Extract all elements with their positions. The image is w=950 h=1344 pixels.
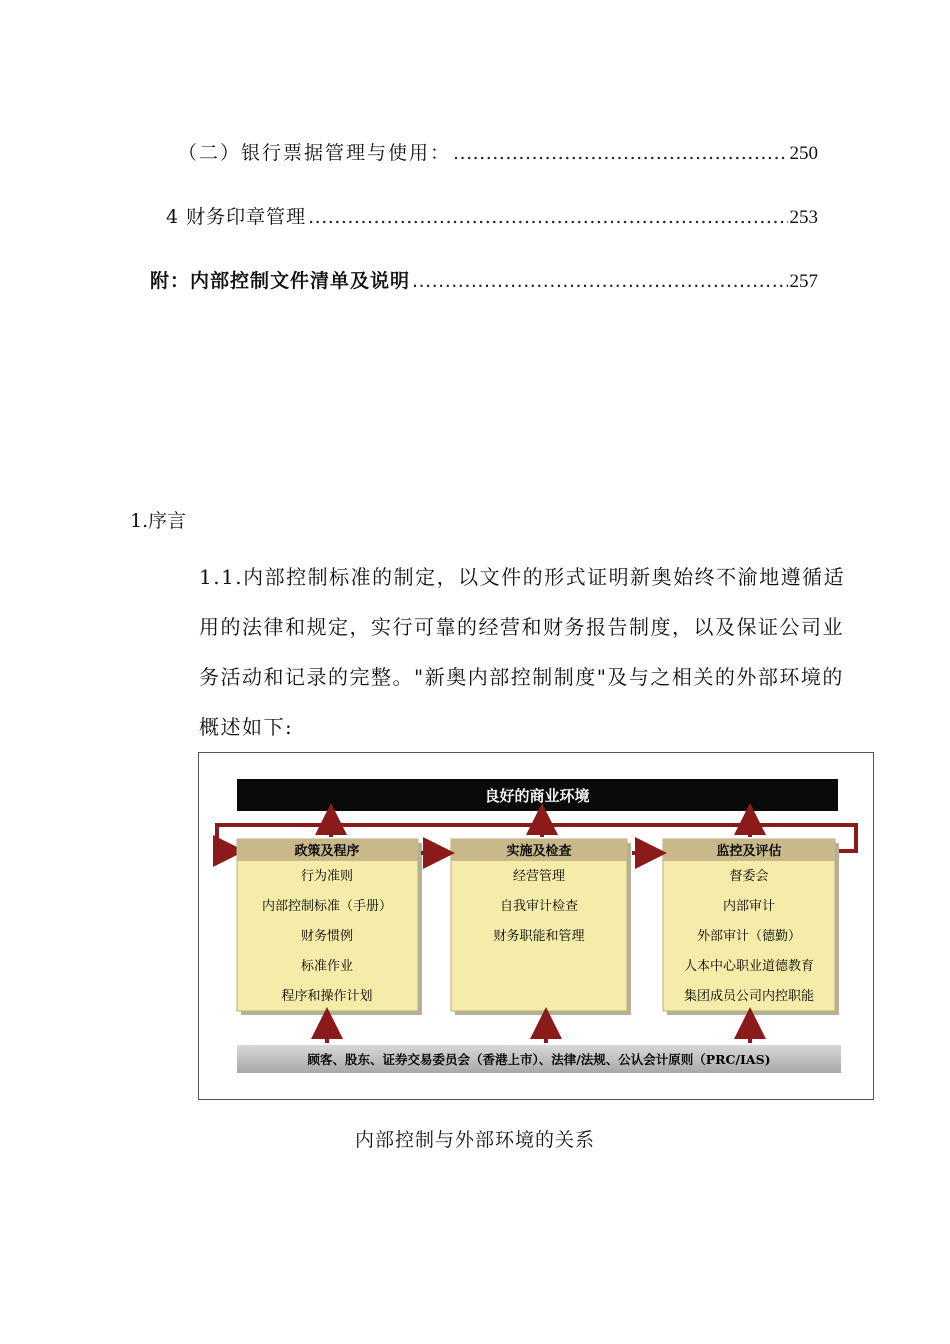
box-monitor-item: 内部审计	[722, 899, 776, 914]
box-monitor-item: 外部审计（德勤）	[696, 929, 802, 944]
internal-control-diagram	[198, 752, 874, 1100]
box-implement-item: 财务职能和管理	[493, 929, 585, 944]
box-monitor-item: 集团成员公司内控职能	[683, 989, 815, 1004]
box-implement-title: 实施及检查	[506, 844, 572, 859]
loop-arrow-left	[217, 825, 237, 851]
box-policy-title: 政策及程序	[294, 844, 360, 859]
toc-page-number: 257	[789, 271, 818, 292]
toc-label: 附：内部控制文件清单及说明	[150, 270, 411, 292]
diagram-svg	[199, 753, 875, 1101]
toc-leader	[453, 142, 787, 164]
box-policy-item: 标准作业	[300, 959, 354, 974]
toc-entry-appendix[interactable]	[150, 266, 818, 293]
box-monitor-item: 督委会	[729, 869, 769, 884]
box-implement-item: 自我审计检查	[499, 899, 579, 914]
box-implement	[451, 839, 627, 1011]
loop-line-right	[838, 825, 856, 851]
figure-caption: 内部控制与外部环境的关系	[354, 1129, 595, 1151]
toc-label: （二）银行票据管理与使用：	[178, 142, 452, 164]
toc-entry-bank-bills[interactable]	[178, 138, 818, 165]
box-monitor-title: 监控及评估	[716, 844, 782, 859]
box-policy-item: 行为准则	[300, 869, 354, 884]
box-monitor-item: 人本中心职业道德教育	[683, 959, 815, 974]
box-policy-item: 内部控制标准（手册）	[261, 899, 393, 914]
box-policy	[237, 839, 418, 1011]
section-heading: 1.序言	[130, 510, 187, 532]
intro-paragraph: 1.1.内部控制标准的制定，以文件的形式证明新奥始终不渝地遵循适用的法律和规定，实行可靠的经营和财务报告制度，以及保证公司业务活动和记录的完整。"新奥内部控制制度"及与之相关的外部环境的概述如下:	[199, 565, 846, 739]
toc-page-number: 253	[789, 207, 818, 228]
toc-entry-seal-management[interactable]	[166, 202, 818, 229]
bottom-bar-label: 顾客、股东、证券交易委员会（香港上市）、法律/法规、公认会计原则（PRC/IAS)	[307, 1052, 771, 1067]
box-implement-item: 经营管理	[512, 869, 566, 884]
box-policy-item: 程序和操作计划	[281, 989, 373, 1004]
box-monitor	[663, 839, 835, 1011]
toc-label: 4 财务印章管理	[166, 206, 307, 228]
toc-page-number: 250	[789, 143, 818, 164]
box-policy-item: 财务惯例	[300, 929, 354, 944]
toc-leader	[308, 206, 787, 228]
toc-leader	[412, 270, 787, 292]
top-bar-label: 良好的商业环境	[484, 787, 590, 805]
